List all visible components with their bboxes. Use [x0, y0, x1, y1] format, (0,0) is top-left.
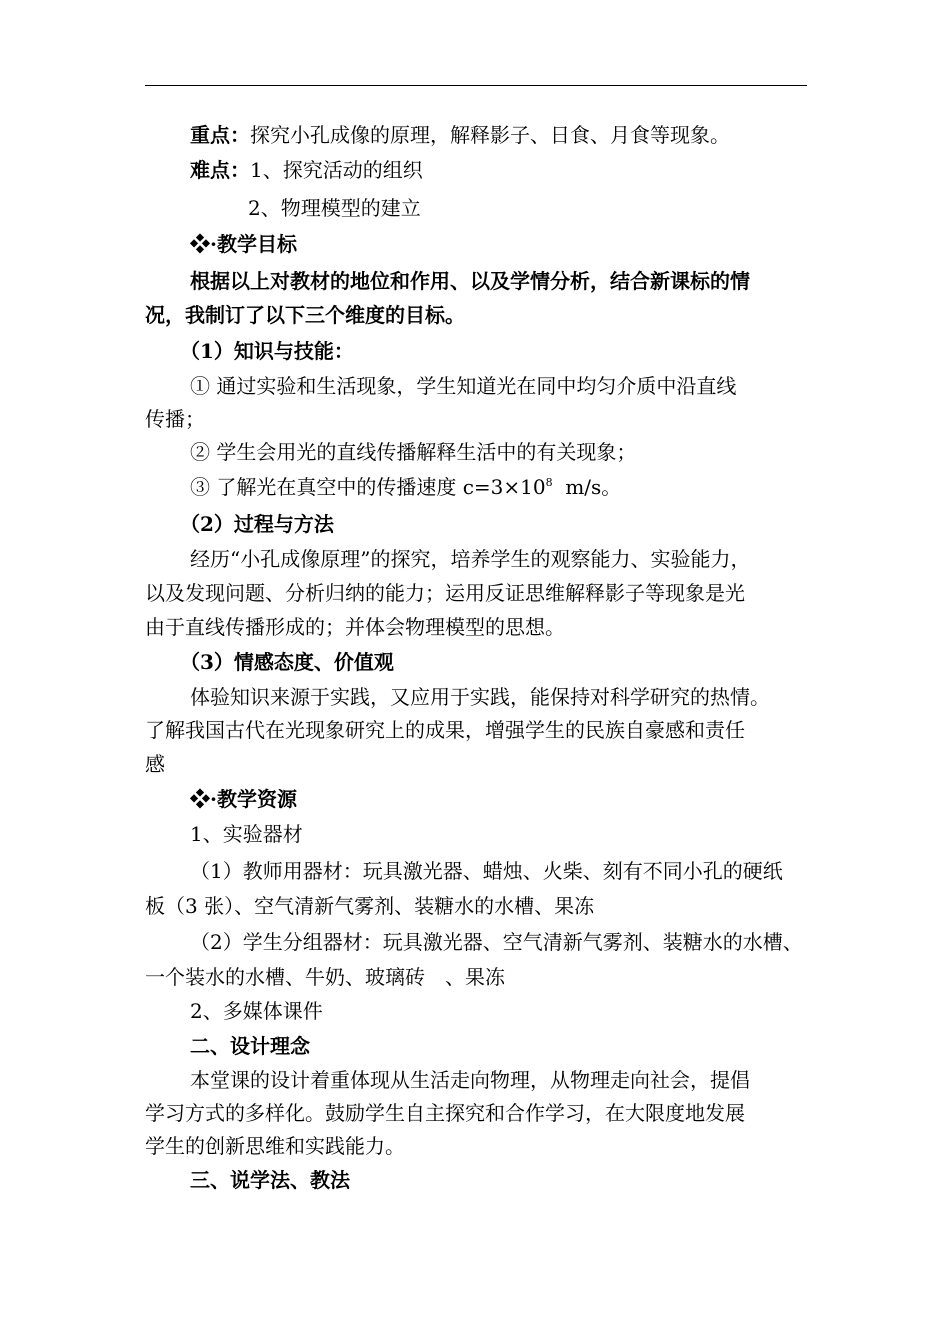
attitudes-para-line-1: 体验知识来源于实践，又应用于实践，能保持对科学研究的热情。	[190, 685, 770, 709]
design-para-line-3: 学生的创新思维和实践能力。	[145, 1134, 405, 1158]
knowledge-item-1: ① 通过实验和生活现象，学生知道光在同中均匀介质中沿直线	[190, 374, 737, 398]
knowledge-item-2: ② 学生会用光的直线传播解释生活中的有关现象；	[190, 440, 637, 464]
teacher-equipment-line-2: 板（3 张）、空气清新气雾剂、装糖水的水槽、果冻	[145, 894, 595, 918]
process-para-line-1: 经历“小孔成像原理”的探究，培养学生的观察能力、实验能力，	[190, 547, 751, 571]
header-rule	[145, 85, 807, 86]
design-para-line-2: 学习方式的多样化。鼓励学生自主探究和合作学习，在大限度地发展	[145, 1101, 745, 1125]
knowledge-item-1-cont: 传播；	[145, 407, 205, 431]
knowledge-item-3-text: ③ 了解光在真空中的传播速度 c=3×10	[190, 475, 546, 499]
key-point-text: 探究小孔成像的原理，解释影子、日食、月食等现象。	[250, 123, 730, 147]
difficulty-line	[190, 157, 423, 183]
section-heading-objectives: ❖·教学目标	[190, 232, 297, 256]
difficulty-text: 1、探究活动的组织	[250, 158, 423, 182]
process-para-line-3: 由于直线传播形成的；并体会物理模型的思想。	[145, 615, 565, 639]
exponent: 8	[545, 476, 553, 489]
objectives-intro-line-2: 况，我制订了以下三个维度的目标。	[145, 303, 465, 327]
process-para-line-2: 以及发现问题、分析归纳的能力；运用反证思维解释影子等现象是光	[145, 581, 745, 605]
attitudes-para-line-2: 了解我国古代在光现象研究上的成果，增强学生的民族自豪感和责任	[145, 718, 745, 742]
attitudes-para-line-3: 感	[145, 752, 165, 776]
design-para-line-1: 本堂课的设计着重体现从生活走向物理，从物理走向社会，提倡	[190, 1068, 750, 1092]
key-point-label: 重点：	[190, 123, 250, 147]
section-heading-methods: 三、说学法、教法	[190, 1168, 350, 1192]
subheading-knowledge-skills: （1）知识与技能：	[180, 339, 354, 363]
student-equipment-line-2: 一个装水的水槽、牛奶、玻璃砖 、果冻	[145, 965, 505, 989]
resources-item-2: 2、多媒体课件	[190, 999, 323, 1023]
key-point-line	[190, 122, 730, 148]
knowledge-item-3-unit: m/s。	[552, 475, 622, 499]
subheading-attitudes-values: （3）情感态度、价值观	[180, 650, 394, 674]
section-heading-design-concept: 二、设计理念	[190, 1034, 310, 1058]
objectives-intro-line-1: 根据以上对教材的地位和作用、以及学情分析，结合新课标的情	[190, 269, 750, 293]
difficulty-label: 难点：	[190, 158, 250, 182]
difficulty-item-2: 2、物理模型的建立	[248, 196, 421, 220]
student-equipment-line-1: （2）学生分组器材：玩具激光器、空气清新气雾剂、装糖水的水槽、	[190, 930, 803, 954]
knowledge-item-3	[190, 474, 621, 500]
subheading-process-methods: （2）过程与方法	[180, 512, 334, 536]
resources-item-1: 1、实验器材	[190, 822, 303, 846]
section-heading-resources: ❖·教学资源	[190, 787, 297, 811]
teacher-equipment-line-1: （1）教师用器材：玩具激光器、蜡烛、火柴、刻有不同小孔的硬纸	[190, 859, 783, 883]
